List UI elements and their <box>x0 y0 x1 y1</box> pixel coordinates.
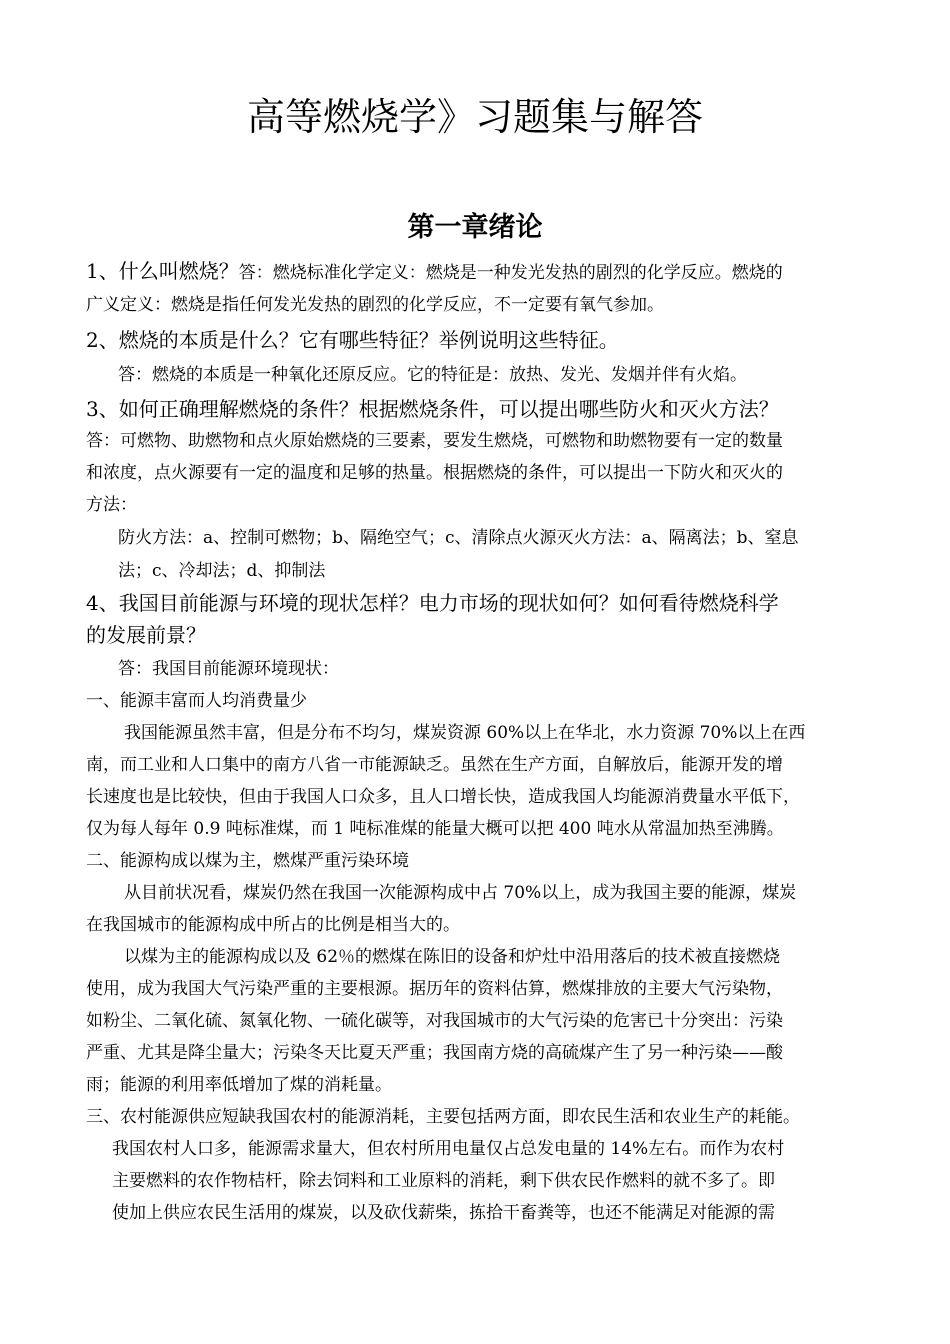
q1-answer-line-2: 广义定义：燃烧是指任何发光发热的剧烈的化学反应，不一定要有氧气参加。 <box>86 295 664 315</box>
section-2-p2-line-2: 使用，成为我国大气污染严重的主要根源。据历年的资料估算，燃煤排放的主要大气污染物， <box>86 979 783 999</box>
section-2-heading: 二、能源构成以煤为主，燃煤严重污染环境 <box>86 851 409 871</box>
q1-question: 1、什么叫燃烧？ <box>86 259 239 283</box>
section-3-heading: 三、农村能源供应短缺我国农村的能源消耗，主要包括两方面，即农民生活和农业生产的耗能。 <box>86 1107 800 1127</box>
section-2-p2-line-1: 以煤为主的能源构成以及 62％的燃煤在陈旧的设备和炉灶中沿用落后的技术被直接燃烧 <box>124 947 781 967</box>
chapter-title: 第一章绪论 <box>407 212 543 243</box>
q2-answer: 答：燃烧的本质是一种氧化还原反应。它的特征是：放热、发光、发烟并伴有火焰。 <box>118 365 747 385</box>
document-title: 高等燃烧学》习题集与解答 <box>246 95 703 139</box>
q3-answer-line-2: 和浓度，点火源要有一定的温度和足够的热量。根据燃烧的条件，可以提出一下防火和灭火的 <box>86 463 783 483</box>
section-3-p1-line-1: 我国农村人口多，能源需求量大，但农村所用电量仅占总发电量的 14%左右。而作为农村 <box>112 1139 785 1159</box>
q4-answer-intro: 答：我国目前能源环境现状： <box>118 659 339 679</box>
section-2-p1-line-1: 从目前状况看，煤炭仍然在我国一次能源构成中占 70%以上，成为我国主要的能源，煤炭 <box>124 883 797 903</box>
q4-question-line-1: 4、我国目前能源与环境的现状怎样？电力市场的现状如何？如何看待燃烧科学 <box>86 591 779 615</box>
section-3-p1-line-2: 主要燃料的农作物桔杆，除去饲料和工业原料的消耗，剩下供农民作燃料的就不多了。即 <box>112 1171 775 1191</box>
section-2-p2-line-5: 雨；能源的利用率低增加了煤的消耗量。 <box>86 1075 392 1095</box>
section-1-p1-line-1: 我国能源虽然丰富，但是分布不均匀，煤炭资源 60%以上在华北，水力资源 70%以上在西 <box>124 723 806 743</box>
q1-answer: 答：燃烧标准化学定义：燃烧是一种发光发热的剧烈的化学反应。燃烧的 <box>238 263 783 283</box>
q3-methods-line-1: 防火方法：a、控制可燃物；b、隔绝空气；c、清除点火源灭火方法：a、隔离法；b、窒息 <box>118 528 799 548</box>
q3-answer-line-1: 答：可燃物、助燃物和点火原始燃烧的三要素，要发生燃烧，可燃物和助燃物要有一定的数量 <box>86 431 783 451</box>
section-2-p1-line-2: 在我国城市的能源构成中所占的比例是相当大的。 <box>86 915 460 935</box>
section-1-p1-line-3: 长速度也是比较快，但由于我国人口众多，且人口增长快，造成我国人均能源消费量水平低下， <box>86 787 800 807</box>
q3-methods-line-2: 法；c、冷却法；d、抑制法 <box>118 561 326 581</box>
q3-answer-line-3: 方法： <box>86 495 137 515</box>
section-2-p2-line-4: 严重、尤其是降尘量大；污染冬天比夏天严重；我国南方烧的高硫煤产生了另一种污染——酸 <box>86 1043 783 1063</box>
section-1-p1-line-2: 南，而工业和人口集中的南方八省一市能源缺乏。虽然在生产方面，自解放后，能源开发的增 <box>86 755 783 775</box>
q3-question: 3、如何正确理解燃烧的条件？根据燃烧条件，可以提出哪些防火和灭火方法？ <box>86 397 779 421</box>
q2-question: 2、燃烧的本质是什么？它有哪些特征？举例说明这些特征。 <box>86 328 619 352</box>
section-1-heading: 一、能源丰富而人均消费量少 <box>86 691 307 711</box>
section-3-p1-line-3: 使加上供应农民生活用的煤炭，以及砍伐薪柴，拣拾干畜粪等，也还不能满足对能源的需 <box>112 1203 775 1223</box>
q1-line-1 <box>86 258 783 286</box>
section-1-p1-line-4: 仅为每人每年 0.9 吨标准煤，而 1 吨标准煤的能量大概可以把 400 吨水从常温加热至沸腾。 <box>86 819 784 839</box>
q4-question-line-2: 的发展前景？ <box>86 623 206 647</box>
section-2-p2-line-3: 如粉尘、二氧化硫、氮氧化物、一硫化碳等，对我国城市的大气污染的危害已十分突出：污染 <box>86 1011 783 1031</box>
